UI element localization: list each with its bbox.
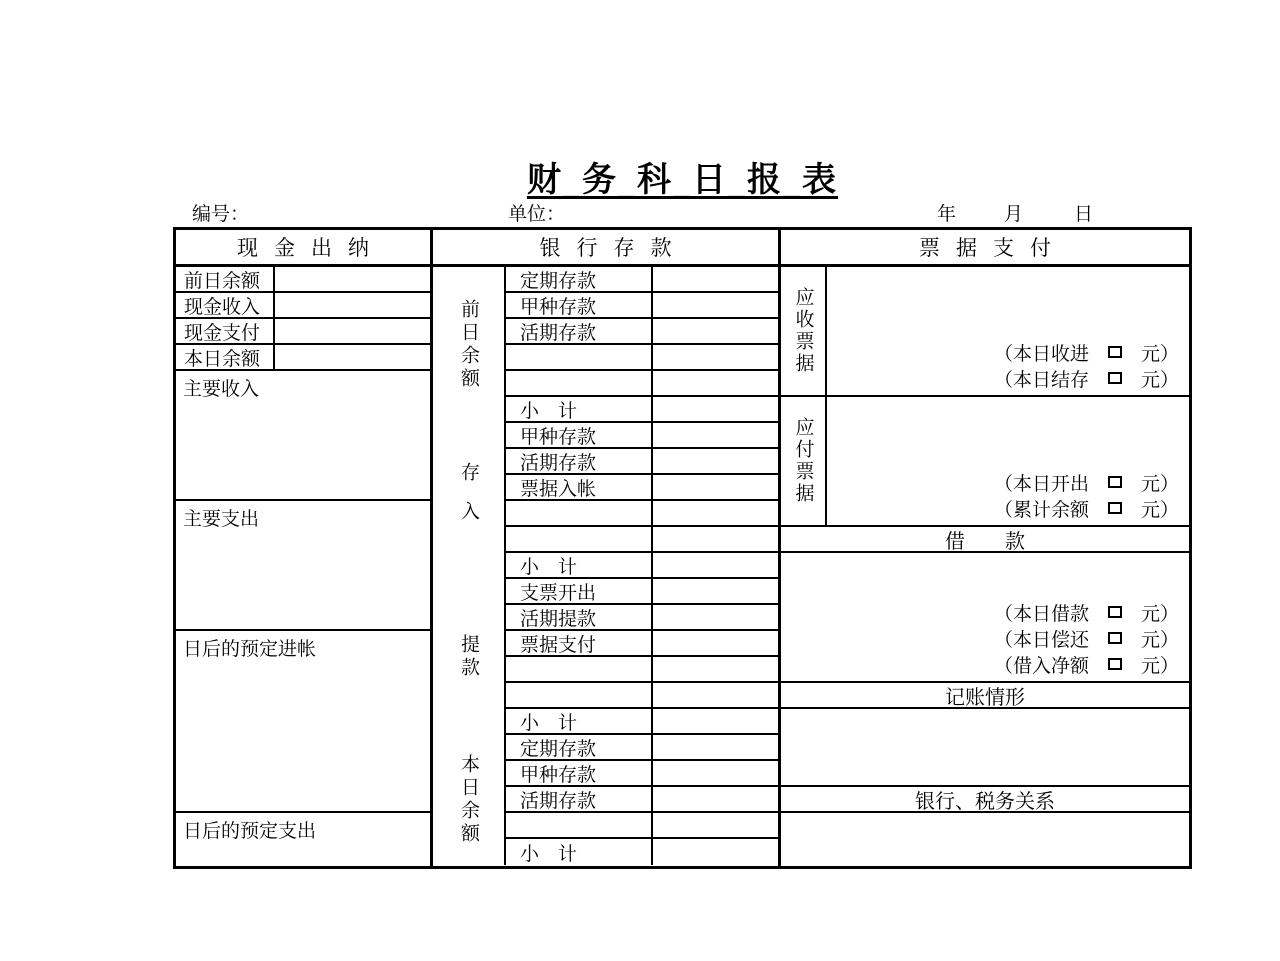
bank-column-header: 银行存款: [433, 230, 778, 267]
value-cell[interactable]: [653, 475, 778, 499]
table-row: [506, 605, 778, 631]
bank-group-today-balance: [433, 735, 778, 865]
value-cell[interactable]: [653, 371, 778, 395]
bank-group-withdrawal: [433, 579, 778, 735]
value-cell[interactable]: [653, 839, 778, 865]
group-label: 提款: [458, 634, 479, 680]
year-label: 年: [937, 204, 957, 225]
value-cell[interactable]: [653, 397, 778, 421]
group-label-cell: [433, 423, 506, 579]
value-cell[interactable]: [653, 605, 778, 629]
table-row: [506, 527, 778, 553]
table-row: [506, 267, 778, 293]
checkbox-icon[interactable]: [1108, 476, 1122, 488]
loan-header: 借 款: [781, 527, 1189, 553]
table-row: [176, 267, 430, 293]
row-label: 小 计: [506, 553, 653, 577]
value-cell[interactable]: [653, 293, 778, 317]
value-cell[interactable]: [653, 449, 778, 473]
table-row: [506, 501, 778, 527]
value-cell[interactable]: [653, 787, 778, 811]
payable-bills-section: [781, 397, 1189, 527]
day-label: 日: [1074, 204, 1094, 225]
table-row: [176, 345, 430, 371]
section-label-cell: [781, 397, 827, 525]
table-row: [506, 345, 778, 371]
row-label: 活期存款: [506, 319, 653, 343]
bills-column-body: [781, 267, 1189, 866]
amount-line: （本日结存 元）: [993, 369, 1179, 391]
row-label: 本日余额: [176, 345, 275, 369]
row-label: 甲种存款: [506, 293, 653, 317]
bank-tax-header: 银行、税务关系: [781, 787, 1189, 813]
table-row: [506, 683, 778, 709]
table-row: [506, 449, 778, 475]
bills-column-header: 票据支付: [781, 230, 1189, 267]
table-row: [506, 319, 778, 345]
value-cell[interactable]: [275, 319, 430, 343]
bookkeeping-header: 记账情形: [781, 683, 1189, 709]
group-label: 存入: [458, 462, 479, 540]
table-row: [506, 657, 778, 683]
amount-line: （本日借款 元）: [993, 603, 1179, 625]
row-label: [506, 657, 653, 681]
row-label: 支票开出: [506, 579, 653, 603]
table-row: [176, 319, 430, 345]
value-cell[interactable]: [275, 345, 430, 369]
value-cell[interactable]: [653, 735, 778, 759]
amount-line: （本日偿还 元）: [993, 629, 1179, 651]
checkbox-icon[interactable]: [1108, 372, 1122, 384]
table-row: [176, 293, 430, 319]
row-label: 活期提款: [506, 605, 653, 629]
table-row: [506, 813, 778, 839]
meta-row: [173, 199, 1192, 225]
group-label: 前日余额: [458, 299, 479, 391]
checkbox-icon[interactable]: [1108, 658, 1122, 670]
subtotal-row: [506, 709, 778, 735]
row-label: 现金收入: [176, 293, 275, 317]
value-cell[interactable]: [653, 761, 778, 785]
row-label: 甲种存款: [506, 761, 653, 785]
subtotal-row: [506, 553, 778, 579]
table-row: [506, 761, 778, 787]
receivable-bills-section: [781, 267, 1189, 397]
table-row: [506, 293, 778, 319]
row-label: [506, 813, 653, 837]
checkbox-icon[interactable]: [1108, 632, 1122, 644]
section-main-expense[interactable]: [176, 501, 430, 631]
table-row: [506, 423, 778, 449]
fill-area[interactable]: [827, 267, 1189, 395]
checkbox-icon[interactable]: [1108, 346, 1122, 358]
value-cell[interactable]: [653, 631, 778, 655]
table-row: [506, 631, 778, 657]
row-label: 活期存款: [506, 449, 653, 473]
section-main-income[interactable]: [176, 371, 430, 501]
section-label: 日后的预定进帐: [183, 639, 317, 660]
table-row: [506, 787, 778, 813]
value-cell[interactable]: [653, 657, 778, 681]
row-label: [506, 527, 653, 551]
row-label: 活期存款: [506, 787, 653, 811]
value-cell[interactable]: [653, 579, 778, 603]
fill-area[interactable]: [827, 397, 1189, 525]
table-row: [506, 735, 778, 761]
section-label: 主要收入: [183, 379, 260, 400]
group-label-cell: [433, 735, 506, 865]
table-row: [506, 475, 778, 501]
bank-group-deposit: [433, 423, 778, 579]
value-cell[interactable]: [653, 527, 778, 551]
page-title: 财_务_科_日_报_表: [527, 160, 838, 200]
fill-area[interactable]: [781, 553, 1189, 681]
bank-column: [433, 230, 781, 866]
group-label-cell: [433, 579, 506, 735]
row-label: 定期存款: [506, 735, 653, 759]
bank-column-body: [433, 267, 778, 866]
cash-column: [176, 230, 433, 866]
subtotal-row: [506, 839, 778, 865]
number-label: 编号：: [192, 204, 250, 225]
row-label: 小 计: [506, 709, 653, 733]
subtotal-row: [506, 397, 778, 423]
bank-group-prev-balance: [433, 267, 778, 423]
row-label: 票据入帐: [506, 475, 653, 499]
row-label: 现金支付: [176, 319, 275, 343]
amount-line: （累计余额 元）: [993, 499, 1179, 521]
bookkeeping-fill-area[interactable]: [781, 709, 1189, 787]
table-row: [506, 371, 778, 397]
amount-line: （借入净额 元）: [993, 655, 1179, 677]
table-row: [506, 579, 778, 605]
value-cell[interactable]: [653, 683, 778, 707]
section-label-cell: [781, 267, 827, 395]
cash-column-header: 现金出纳: [176, 230, 430, 267]
row-label: [506, 501, 653, 525]
section-label: 日后的预定支出: [183, 821, 317, 842]
value-cell[interactable]: [653, 423, 778, 447]
row-label: [506, 371, 653, 395]
row-label: [506, 683, 653, 707]
value-cell[interactable]: [653, 319, 778, 343]
row-label: 小 计: [506, 397, 653, 421]
group-label-cell: [433, 267, 506, 423]
row-label: 小 计: [506, 839, 653, 865]
row-label: 定期存款: [506, 267, 653, 291]
row-label: 前日余额: [176, 267, 275, 291]
checkbox-icon[interactable]: [1108, 502, 1122, 514]
section-label: 应收票据: [792, 287, 814, 375]
report-table: [173, 227, 1192, 869]
row-label: 甲种存款: [506, 423, 653, 447]
value-cell[interactable]: [653, 267, 778, 291]
value-cell[interactable]: [275, 267, 430, 291]
bills-column: [781, 230, 1189, 866]
value-cell[interactable]: [653, 501, 778, 525]
section-label: 应付票据: [792, 417, 814, 505]
value-cell[interactable]: [653, 553, 778, 577]
value-cell[interactable]: [653, 345, 778, 369]
amount-line: （本日开出 元）: [993, 473, 1179, 495]
group-label: 本日余额: [458, 754, 479, 846]
checkbox-icon[interactable]: [1108, 606, 1122, 618]
amount-line: （本日收进 元）: [993, 343, 1179, 365]
row-label: [506, 345, 653, 369]
loan-section: [781, 553, 1189, 683]
value-cell[interactable]: [653, 709, 778, 733]
section-future-income[interactable]: [176, 631, 430, 813]
month-label: 月: [1004, 204, 1024, 225]
section-future-expense[interactable]: [176, 813, 430, 866]
section-label: 主要支出: [183, 509, 260, 530]
bank-tax-fill-area[interactable]: [781, 813, 1189, 866]
value-cell[interactable]: [275, 293, 430, 317]
row-label: 票据支付: [506, 631, 653, 655]
cash-column-body: [176, 267, 430, 866]
unit-label: 单位：: [508, 204, 566, 225]
value-cell[interactable]: [653, 813, 778, 837]
